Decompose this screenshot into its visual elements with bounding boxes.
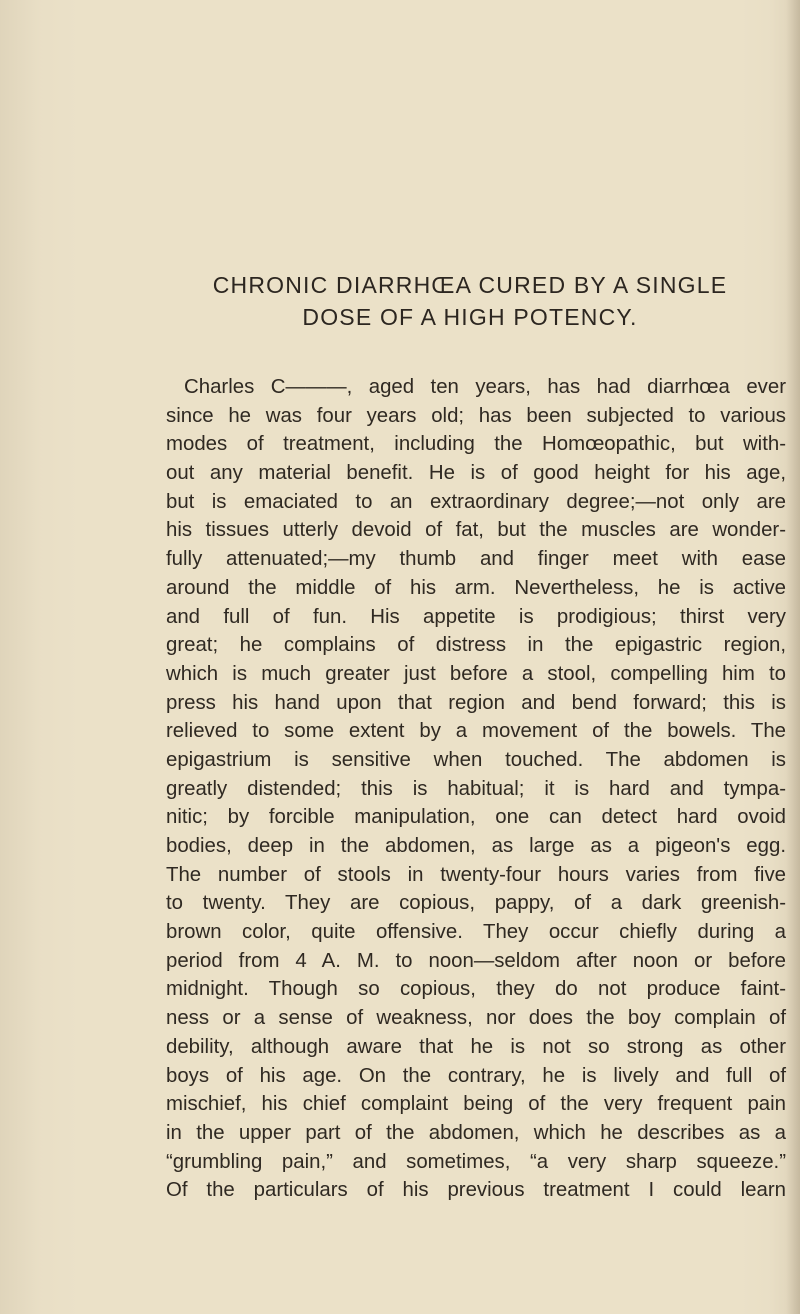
text-line: around the middle of his arm. Nevertheless, he is active — [166, 576, 786, 599]
text-line: greatly distended; this is habitual; it is hard and tympa- — [166, 777, 786, 800]
text-line: nitic; by forcible manipulation, one can detect hard ovoid — [166, 806, 786, 829]
text-line: period from 4 A. M. to noon—seldom after noon or before — [166, 949, 786, 972]
chapter-title-line-1: CHRONIC DIARRHŒA CURED BY A SINGLE — [212, 272, 728, 298]
text-line: his tissues utterly devoid of fat, but the muscles are wonder- — [166, 519, 786, 542]
text-line: bodies, deep in the abdomen, as large as a pigeon's egg. — [166, 835, 786, 857]
text-line: mischief, his chief complaint being of the very frequent pain — [166, 1093, 786, 1116]
text-line: great; he complains of distress in the epigastric region, — [166, 634, 786, 657]
text-line: and full of fun. His appetite is prodigious; thirst very — [166, 605, 786, 628]
text-line: but is emaciated to an extraordinary degree;—not only are — [166, 490, 786, 513]
text-line: press his hand upon that region and bend forward; this is — [166, 691, 786, 714]
body-paragraph — [166, 373, 786, 1205]
text-line: epigastrium is sensitive when touched. The abdomen is — [166, 748, 786, 771]
chapter-title-line-2: DOSE OF A HIGH POTENCY. — [302, 304, 638, 330]
text-line: boys of his age. On the contrary, he is lively and full of — [166, 1064, 786, 1087]
text-line: midnight. Though so copious, they do not produce faint- — [166, 978, 786, 1001]
text-line: brown color, quite offensive. They occur chiefly during a — [166, 921, 786, 944]
text-line: which is much greater just before a stool, compelling him to — [166, 662, 786, 685]
text-line: fully attenuated;—my thumb and finger meet with ease — [166, 548, 786, 571]
text-line: Charles C———, aged ten years, has had diarrhœa ever — [184, 376, 786, 398]
text-line: “grumbling pain,” and sometimes, “a very sharp squeeze.” — [166, 1150, 786, 1173]
text-line: modes of treatment, including the Homœopathic, but with- — [166, 433, 786, 456]
text-line: Of the particulars of his previous treatment I could learn — [166, 1179, 786, 1202]
text-line: debility, although aware that he is not so strong as other — [166, 1035, 786, 1058]
text-line: relieved to some extent by a movement of the bowels. The — [166, 720, 786, 743]
text-line: out any material benefit. He is of good height for his age, — [166, 462, 786, 485]
text-line: The number of stools in twenty-four hours varies from five — [166, 863, 786, 886]
text-line: in the upper part of the abdomen, which he describes as a — [166, 1121, 786, 1144]
text-line: to twenty. They are copious, pappy, of a dark greenish- — [166, 892, 786, 915]
text-line: since he was four years old; has been subjected to various — [166, 404, 786, 427]
text-line: ness or a sense of weakness, nor does the boy complain of — [166, 1007, 786, 1030]
